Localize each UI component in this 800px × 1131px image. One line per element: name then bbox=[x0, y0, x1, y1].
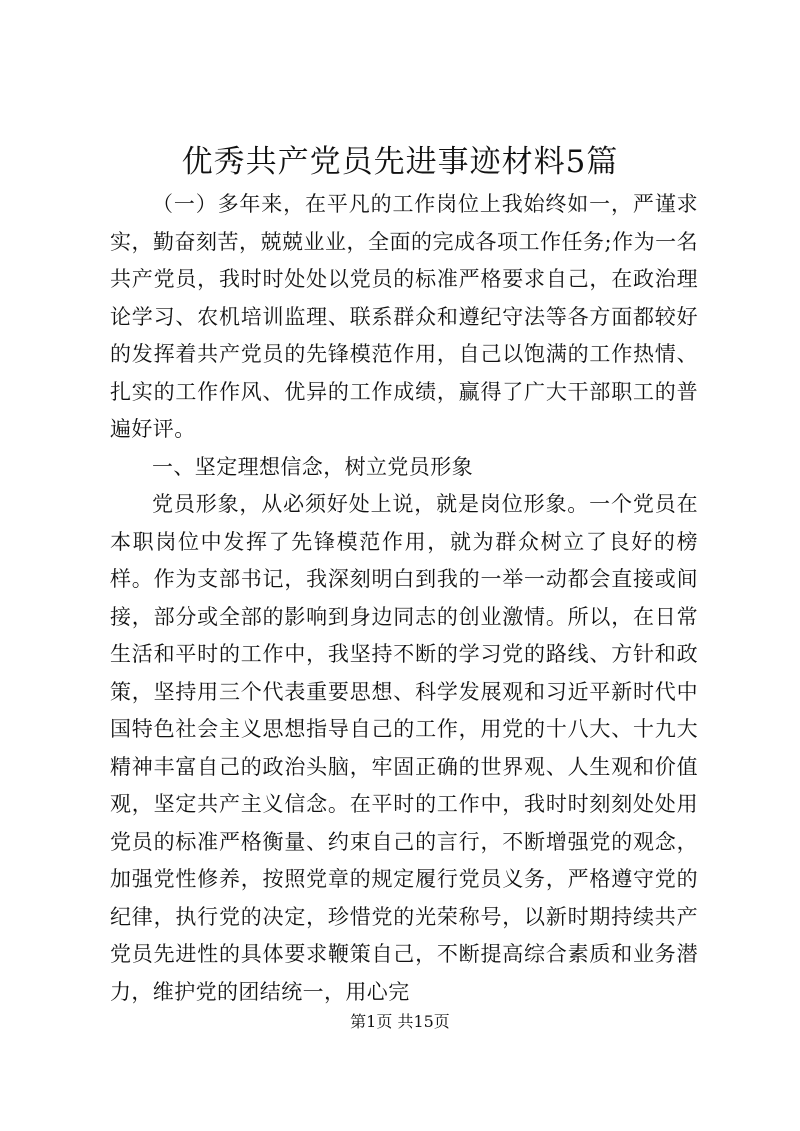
page-number: 第1页 共15页 bbox=[350, 1012, 450, 1031]
paragraph-intro: （一）多年来，在平凡的工作岗位上我始终如一，严谨求实，勤奋刻苦，兢兢业业，全面的完成各项工作任务;作为一名共产党员，我时时处处以党员的标准严格要求自己，在政治理论学习、农机培训监理、联系群众和遵纪守法等各方面都较好的发挥着共产党员的先锋模范作用，自己以饱满的工作热情、扎实的工作作风、优异的工作成绩，赢得了广大干部职工的普遍好评。 bbox=[110, 192, 698, 441]
document-title: 优秀共产党员先进事迹材料5篇 bbox=[181, 144, 619, 180]
section-heading: 一、坚定理想信念，树立党员形象 bbox=[152, 454, 473, 479]
document-body bbox=[110, 186, 698, 1011]
paragraph-party-image: 党员形象，从必须好处上说，就是岗位形象。一个党员在本职岗位中发挥了先锋模范作用，就为群众树立了良好的榜样。作为支部书记，我深刻明白到我的一举一动都会直接或间接，部分或全部的影响到身边同志的创业激情。所以，在日常生活和平时的工作中，我坚持不断的学习党的路线、方针和政策，坚持用三个代表重要思想、科学发展观和习近平新时代中国特色社会主义思想指导自己的工作，用党的十八大、十九大精神丰富自己的政治头脑，牢固正确的世界观、人生观和价值观，坚定共产主义信念。在平时的工作中，我时时刻刻处处用党员的标准严格衡量、约束自己的言行，不断增强党的观念，加强党性修养，按照党章的规定履行党员义务，严格遵守党的纪律，执行党的决定，珍惜党的光荣称号，以新时期持续共产党员先进性的具体要求鞭策自己，不断提高综合素质和业务潜力，维护党的团结统一，用心完 bbox=[110, 492, 698, 1004]
